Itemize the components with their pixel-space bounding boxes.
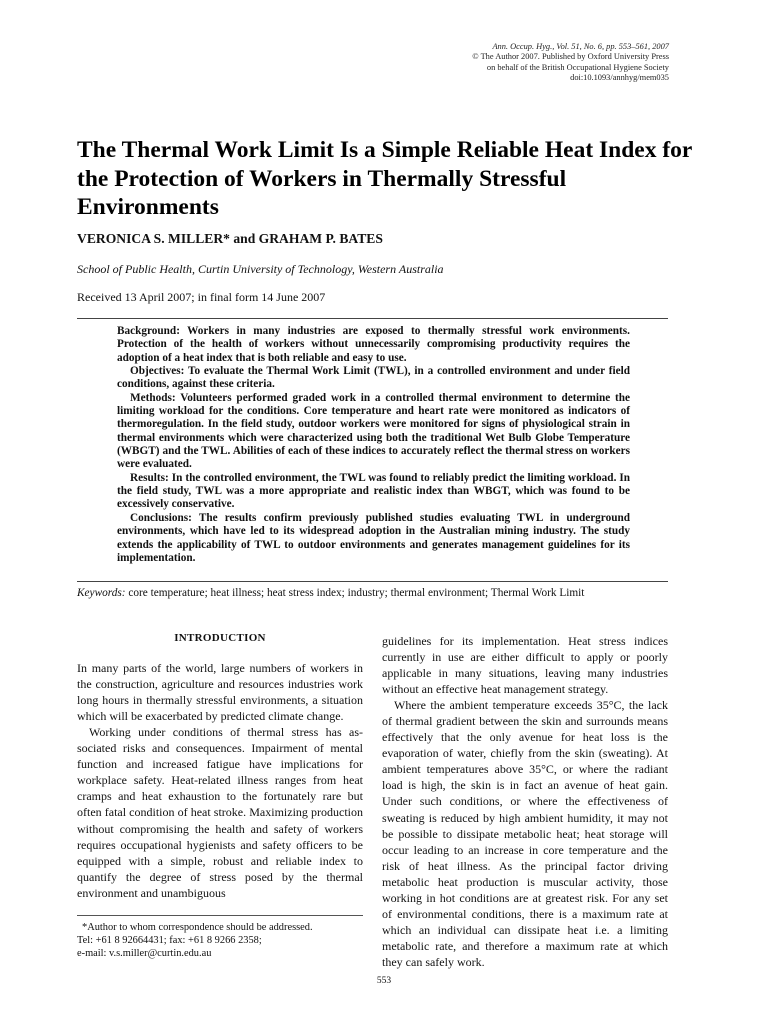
footnote-email: e-mail: v.s.miller@curtin.edu.au: [77, 948, 212, 960]
citation-line: Ann. Occup. Hyg., Vol. 51, No. 6, pp. 553–561, 2007: [492, 42, 669, 51]
body-column-right: [382, 633, 668, 970]
received-dates: Received 13 April 2007; in final form 14 June 2007: [77, 290, 326, 304]
page-number: 553: [376, 976, 392, 986]
keywords: [77, 586, 677, 600]
abstract-top-rule: [77, 318, 668, 319]
journal-masthead: [472, 42, 669, 83]
keywords-list: core temperature; heat illness; heat stress index; industry; thermal environment; Thermal Work Limit: [128, 587, 585, 599]
abstract-methods: Methods: Volunteers performed graded work in a controlled thermal environment to determine the limiting workload for the conditions. Core temperature and heart rate were monitored as indicators of thermoregulation. In the field study, outdoor workers were monitored for signs of physiological strain in thermal environments which were characterized using both the traditional Wet Bulb Globe Temperature (WBGT) and the TWL. Abilities of each of these indices to accurately reflect the thermal stress on workers were evaluated.: [117, 391, 630, 471]
author-affiliation: School of Public Health, Curtin University of Technology, Western Australia: [77, 262, 444, 276]
abstract-results: Results: In the controlled environment, the TWL was found to reliably predict the limiting workload. In the field study, TWL was a more appropriate and realistic index than WBGT, which was found to be excessively conservative.: [117, 471, 630, 511]
footnote-correspondence: *Author to whom correspondence should be addressed.: [82, 922, 313, 933]
footnote-phone-fax: Tel: +61 8 92664431; fax: +61 8 9266 2358;: [77, 935, 262, 947]
copyright-line: © The Author 2007. Published by Oxford University Press: [472, 52, 669, 62]
abstract: [117, 325, 630, 565]
body-paragraph: guidelines for its implementation. Heat stress indices currently in use are either difficult to apply or poorly applicable in many situations, leaving many industries without an effective heat management strategy.: [382, 634, 668, 697]
footnote-rule: [77, 915, 363, 916]
article-title: The Thermal Work Limit Is a Simple Reliable Heat Index for the Protection of Workers in Thermally Stressful Environments: [77, 137, 692, 221]
abstract-objectives: Objectives: To evaluate the Thermal Work Limit (TWL), in a controlled environment and under field conditions, against these criteria.: [117, 365, 630, 391]
abstract-bottom-rule: [77, 581, 668, 582]
body-paragraph: Working under conditions of thermal stress has associated risks and consequences. Impairment of mental function and increased fatigue have implications for workplace safety. Heat-related illness ranges from heat cramps and heat exhaustion to the fortunately rare but often fatal condition of heat stroke. Maximizing production without compromising the health and safety of workers requires occupational hygienists and safety officers to be equipped with a simple, robust and reliable index to quantify the degree of stress posed by the thermal environment and unambiguous: [77, 725, 363, 900]
abstract-background: Background: Workers in many industries are exposed to thermally stressful work environments. Protection of the health of workers without unnecessarily compromising productivity requires the adoption of a heat index that is both reliable and easy to use.: [117, 325, 630, 364]
body-paragraph: In many parts of the world, large numbers of workers in the construction, agriculture and resources industries work long hours in thermally stressful environments, a situation which will be exacerbated by predicted climate change.: [77, 661, 363, 724]
doi-line: doi:10.1093/annhyg/mem035: [570, 72, 669, 82]
correspondence-footnote: [77, 921, 367, 961]
body-column-left: [77, 624, 363, 901]
article-authors: VERONICA S. MILLER* and GRAHAM P. BATES: [77, 231, 383, 246]
body-paragraph: Where the ambient temperature exceeds 35°C, the lack of thermal gradient between the skin and surrounds means effectively that the only avenue for heat loss is the evaporation of water, chiefly from the skin (sweating). At ambient temperatures above 35°C, or where the radiant load is high, the skin is in fact an avenue of heat gain. Under such conditions, or where the effectiveness of sweating is reduced by high ambient humidity, it may not be possible to dissipate metabolic heat; heat storage will occur leading to an increase in core temperature and the risk of heat illness. As the principal factor driving metabolic heat production is muscular activity, those working in hot conditions are at greatest risk. For any set of environmental conditions, there is a maximum rate at which an individual can dissipate heat i.e. a limiting metabolic rate, and therefore a maximum rate at which they can safely work.: [382, 698, 668, 969]
keywords-label: Keywords:: [77, 587, 126, 599]
section-heading-introduction: INTRODUCTION: [174, 632, 266, 644]
abstract-conclusions: Conclusions: The results confirm previously published studies evaluating TWL in underground environments, which have led to its widespread adoption in the Australian mining industry. The study extends the applicability of TWL to outdoor environments and generates management guidelines for its implementation.: [117, 511, 630, 564]
society-line: on behalf of the British Occupational Hygiene Society: [486, 62, 669, 72]
